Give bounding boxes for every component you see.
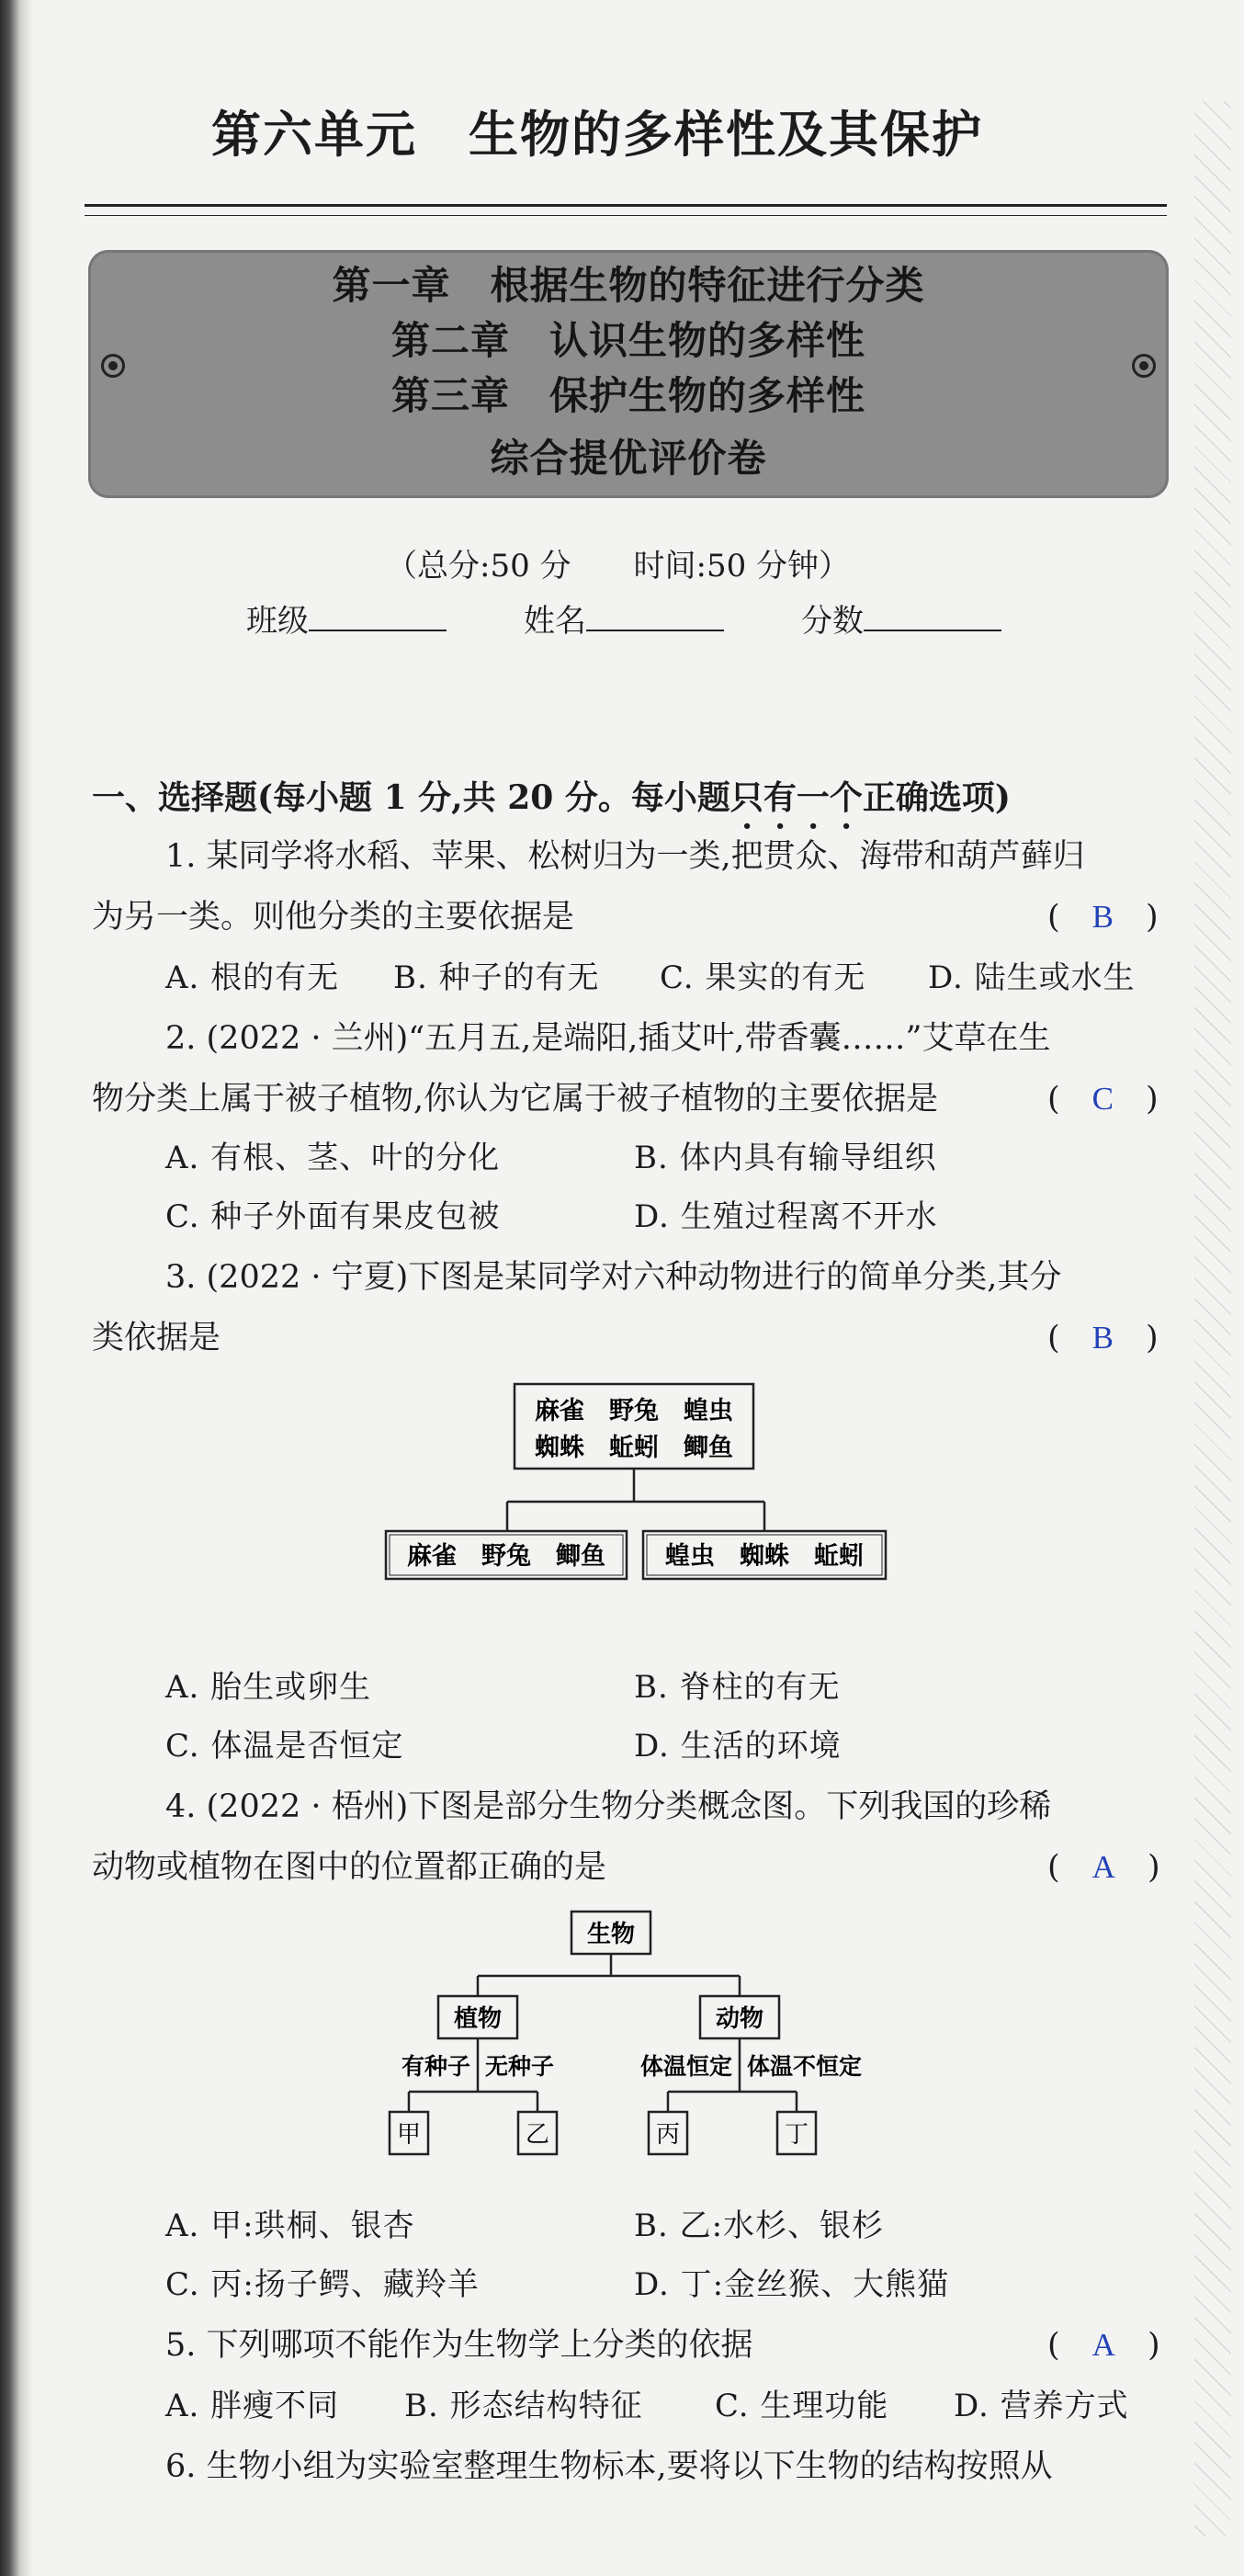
diagram3-top-row-2: 蜘蛛 蚯蚓 鲫鱼 <box>535 1434 733 1462</box>
diagram4-ding: 丁 <box>784 2121 809 2149</box>
title-rule-thin <box>85 215 1167 216</box>
q4-option-c: C. 丙:扬子鳄、藏羚羊 <box>165 2266 480 2303</box>
diagram4-animal: 动物 <box>715 2005 764 2033</box>
banner-line-4: 综合提优评价卷 <box>490 436 767 481</box>
diagram4-noseed: 无种子 <box>485 2053 555 2080</box>
animal-classification-diagram <box>368 1379 900 1627</box>
diagram4-bing: 丙 <box>655 2121 681 2149</box>
q2-option-c: C. 种子外面有果皮包被 <box>165 1198 501 1235</box>
q5-option-c: C. 生理功能 <box>715 2388 889 2424</box>
diagram4-notwarm: 体温不恒定 <box>747 2053 863 2080</box>
q1-option-b: B. 种子的有无 <box>393 959 600 996</box>
question-2-answer: ( C ) <box>1047 1081 1159 1118</box>
question-1-line-1: 1. 某同学将水稻、苹果、松树归为一类,把贯众、海带和葫芦藓归 <box>165 838 1085 875</box>
question-2-line-1: 2. (2022 · 兰州)“五月五,是端阳,插艾叶,带香囊……”艾草在生 <box>165 1020 1051 1057</box>
score-blank[interactable] <box>864 602 1001 631</box>
q2-option-d: D. 生殖过程离不开水 <box>634 1198 938 1235</box>
question-3-line-2: 类依据是 <box>92 1320 221 1356</box>
diagram4-warm: 体温恒定 <box>639 2053 732 2080</box>
class-blank[interactable] <box>309 602 447 631</box>
score-label: 分数 <box>801 603 864 640</box>
q3-option-c: C. 体温是否恒定 <box>165 1728 404 1765</box>
banner-line-2: 第二章 认识生物的多样性 <box>390 318 865 363</box>
question-4-answer: ( A ) <box>1047 1849 1160 1886</box>
q2-option-a: A. 有根、茎、叶的分化 <box>165 1140 501 1176</box>
q4-option-d: D. 丁:金丝猴、大熊猫 <box>634 2266 950 2303</box>
name-label: 姓名 <box>524 603 586 640</box>
q1-option-a: A. 根的有无 <box>165 959 340 996</box>
diagram3-top-row-1: 麻雀 野兔 蝗虫 <box>535 1397 733 1425</box>
diagram4-jia: 甲 <box>396 2121 422 2149</box>
diagram4-root: 生物 <box>586 1921 636 1948</box>
question-1-line-2: 为另一类。则他分类的主要依据是 <box>92 899 575 936</box>
banner-line-3: 第三章 保护生物的多样性 <box>390 373 865 418</box>
diagram3-left-group: 麻雀 野兔 鲫鱼 <box>407 1542 605 1571</box>
q1-option-d: D. 陆生或水生 <box>928 959 1136 996</box>
q4-option-a: A. 甲:珙桐、银杏 <box>165 2207 415 2244</box>
score-field <box>801 596 1001 641</box>
banner-line-1: 第一章 根据生物的特征进行分类 <box>332 263 925 308</box>
q2-option-b: B. 体内具有输导组织 <box>634 1140 937 1176</box>
total-and-time: （总分:50 分 时间:50 分钟） <box>386 548 851 584</box>
question-5-line-1: 5. 下列哪项不能作为生物学上分类的依据 <box>165 2327 753 2364</box>
diagram4-seed: 有种子 <box>401 2053 470 2080</box>
q1-option-c: C. 果实的有无 <box>660 959 866 996</box>
title-rule-thick <box>85 204 1167 207</box>
name-field <box>524 596 724 641</box>
q3-option-a: A. 胎生或卵生 <box>165 1669 372 1706</box>
section-heading: 一、选择题(每小题 1 分,共 20 分。每小题只有一个正确选项) <box>92 778 1011 817</box>
page-left-shadow <box>0 0 33 2576</box>
question-4-line-1: 4. (2022 · 梧州)下图是部分生物分类概念图。下列我国的珍稀 <box>165 1788 1052 1825</box>
diagram4-plant: 植物 <box>453 2005 503 2033</box>
question-1-answer: ( B ) <box>1047 899 1159 936</box>
question-6-line-1: 6. 生物小组为实验室整理生物标本,要将以下生物的结构按照从 <box>165 2448 1053 2485</box>
q4-option-b: B. 乙:水杉、银杉 <box>634 2207 885 2244</box>
unit-title: 第六单元 生物的多样性及其保护 <box>211 105 983 164</box>
diagram3-right-group: 蝗虫 蜘蛛 蚯蚓 <box>665 1542 864 1571</box>
q3-option-d: D. 生活的环境 <box>634 1728 842 1765</box>
q3-option-b: B. 脊柱的有无 <box>634 1669 841 1706</box>
class-label: 班级 <box>246 603 309 640</box>
diagram4-yi: 乙 <box>525 2121 550 2149</box>
right-border-pattern <box>1194 101 1231 2536</box>
question-4-line-2: 动物或植物在图中的位置都正确的是 <box>92 1849 607 1886</box>
class-field <box>246 596 447 641</box>
q5-option-d: D. 营养方式 <box>954 2388 1129 2424</box>
emphasis-text: 只有一个 <box>729 778 863 817</box>
question-3-line-1: 3. (2022 · 宁夏)下图是某同学对六种动物进行的简单分类,其分 <box>165 1259 1062 1296</box>
question-3-answer: ( B ) <box>1047 1320 1159 1356</box>
name-blank[interactable] <box>586 602 724 631</box>
question-5-answer: ( A ) <box>1047 2327 1160 2364</box>
organism-concept-diagram <box>368 1908 900 2174</box>
question-2-line-2: 物分类上属于被子植物,你认为它属于被子植物的主要依据是 <box>92 1081 939 1118</box>
q5-option-b: B. 形态结构特征 <box>404 2388 643 2424</box>
q5-option-a: A. 胖瘦不同 <box>165 2388 340 2424</box>
chapter-banner <box>88 250 1169 498</box>
